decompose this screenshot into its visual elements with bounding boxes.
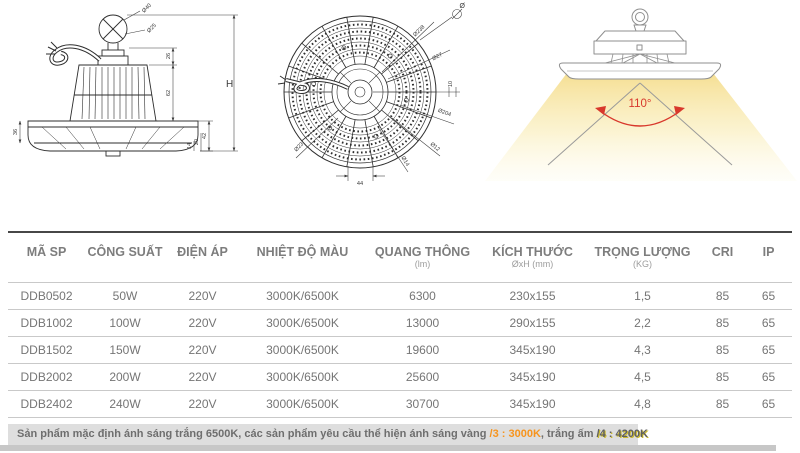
top-view-drawing [252,0,468,190]
cell-ip: 65 [745,336,792,363]
cell-nhiet-do-mau: 3000K/6500K [240,336,365,363]
cell-ma-sp: DDB1502 [8,336,85,363]
bottom-strip [0,445,776,451]
cell-kich-thuoc: 345x190 [480,363,585,390]
cell-cong-suat: 200W [85,363,165,390]
dim-14: 14 [187,142,193,150]
cell-cri: 85 [700,390,745,417]
cell-kich-thuoc: 345x190 [480,390,585,417]
cell-cri: 85 [700,282,745,309]
cell-dien-ap: 220V [165,363,240,390]
beam-angle-drawing [483,3,800,186]
note-text-1: Sản phẩm mặc định ánh sáng trắng 6500K, các sản phẩm yêu cầu thể hiện ánh sáng vàng [17,428,490,440]
note-highlight-3000k: /3 : 3000K [489,428,541,440]
cell-cong-suat: 100W [85,309,165,336]
dim-h-label: H [226,79,234,90]
cell-dien-ap: 220V [165,282,240,309]
col-header-dien-ap: ĐIỆN ÁP [177,244,228,259]
cell-cong-suat: 240W [85,390,165,417]
cell-cong-suat: 50W [85,282,165,309]
dim-tick: 10 [448,80,454,88]
note-text-2: , trắng ấm [540,428,597,440]
cell-ma-sp: DDB0502 [8,282,85,309]
table-row [8,336,792,363]
cell-trong-luong: 4,8 [585,390,700,417]
dimension-lines [20,11,238,151]
header-row [8,232,792,282]
dim-hook-d2: Ø25 [146,22,158,35]
col-header-trong-luong: TRỌNG LƯỢNG (KG) [594,244,691,269]
cell-quang-thong: 25600 [365,363,480,390]
cell-ip: 65 [745,282,792,309]
table-row [8,282,792,309]
cell-ip: 65 [745,309,792,336]
dim-hook-d1: Ø40 [141,3,153,15]
cell-nhiet-do-mau: 3000K/6500K [240,282,365,309]
cell-quang-thong: 30700 [365,390,480,417]
fixture-outline [28,15,198,156]
dim-bottom-44: 44 [356,181,364,187]
dim-42: 42 [202,132,208,140]
cell-quang-thong: 19600 [365,336,480,363]
cell-cri: 85 [700,336,745,363]
diameter-symbol: Ø [459,3,465,10]
cell-cri: 85 [700,363,745,390]
spec-table [8,231,792,418]
col-header-nhiet-do-mau: NHIỆT ĐỘ MÀU [256,244,349,259]
cell-trong-luong: 4,3 [585,336,700,363]
cell-trong-luong: 2,2 [585,309,700,336]
table-row [8,309,792,336]
dim-left-dia: Ø23 [293,141,306,154]
dim-62: 62 [166,89,172,97]
cell-ip: 65 [745,390,792,417]
cell-trong-luong: 1,5 [585,282,700,309]
cell-dien-ap: 220V [165,336,240,363]
cell-ma-sp: DDB1002 [8,309,85,336]
cell-quang-thong: 6300 [365,282,480,309]
cell-ip: 65 [745,363,792,390]
col-header-cong-suat: CÔNG SUẤT [87,244,163,259]
beam-angle-label: 110° [628,98,652,110]
dim-outer-dia: Ø238 [412,24,427,39]
cell-ma-sp: DDB2402 [8,390,85,417]
cell-dien-ap: 220V [165,390,240,417]
cell-ma-sp: DDB2002 [8,363,85,390]
dim-ring-dia: Ø27 [431,52,444,63]
cell-nhiet-do-mau: 3000K/6500K [240,390,365,417]
cell-cri: 85 [700,309,745,336]
fixture-illustration [559,9,720,79]
dim-small-dia-1: Ø12 [428,141,441,153]
cell-nhiet-do-mau: 3000K/6500K [240,363,365,390]
side-view-drawing [8,3,245,213]
color-note-bar [8,424,648,445]
dim-mid-dia: Ø204 [436,107,452,119]
light-beam [485,73,797,181]
cell-trong-luong: 4,5 [585,363,700,390]
col-header-ma-sp: MÃ SP [26,244,67,259]
table-row [8,390,792,417]
cell-cong-suat: 150W [85,336,165,363]
cell-quang-thong: 13000 [365,309,480,336]
dim-36: 36 [13,128,19,136]
dim-26: 26 [166,52,172,60]
table-row [8,363,792,390]
col-header-kich-thuoc: KÍCH THƯỚC ØxH (mm) [492,244,573,269]
cell-kich-thuoc: 290x155 [480,309,585,336]
col-header-ip: IP [762,244,775,259]
dim-small-dia-2: Ø14 [399,155,411,168]
cell-nhiet-do-mau: 3000K/6500K [240,309,365,336]
cell-dien-ap: 220V [165,309,240,336]
cell-kich-thuoc: 230x155 [480,282,585,309]
cell-kich-thuoc: 345x190 [480,336,585,363]
col-header-cri: CRI [711,244,734,259]
dim-20: 20 [194,138,200,146]
col-header-quang-thong: QUANG THÔNG (lm) [374,244,471,269]
note-highlight-4200k: /4 : 4200K [596,428,648,440]
